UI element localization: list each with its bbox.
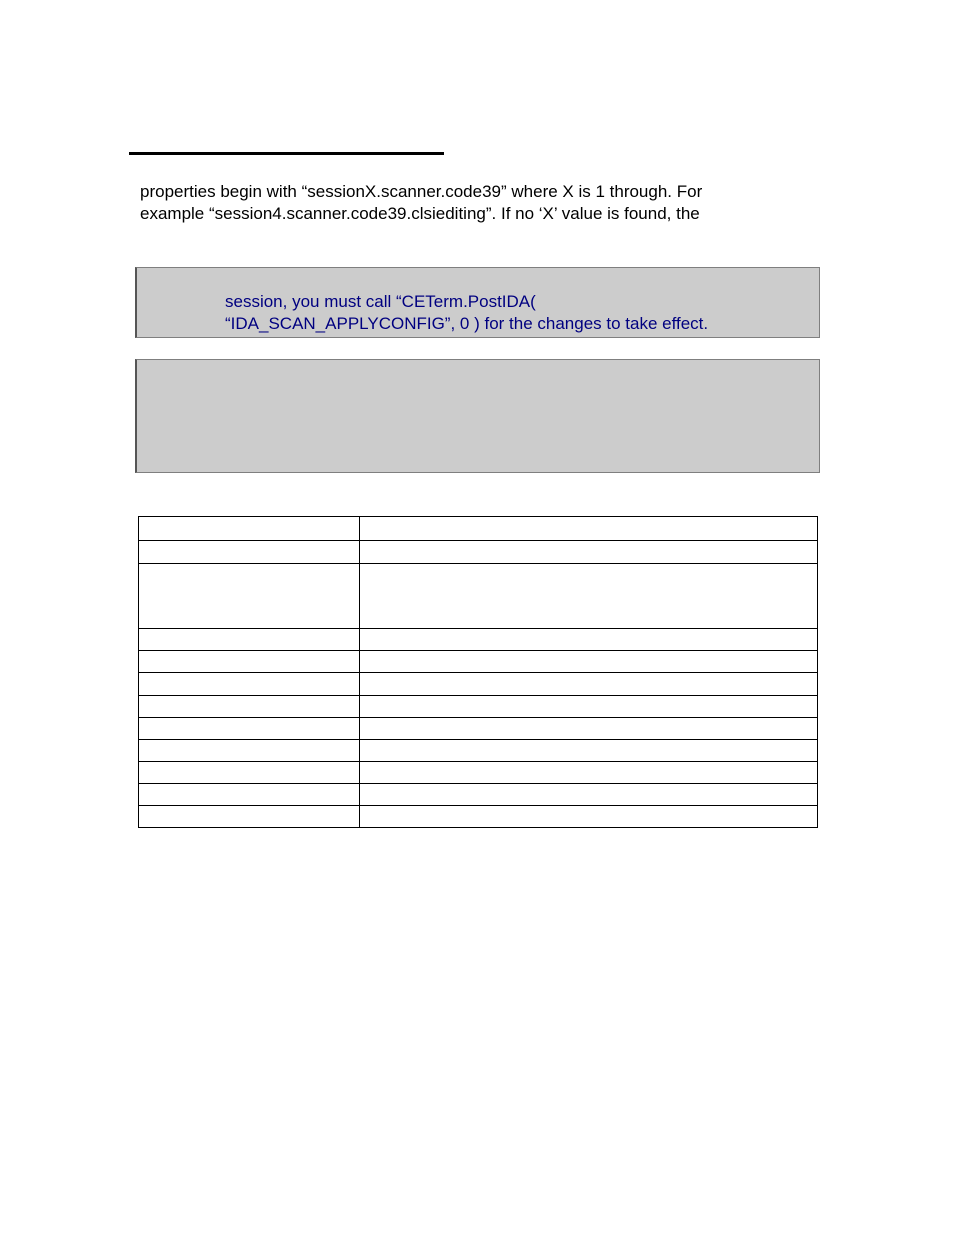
property-name-cell: [139, 740, 360, 762]
property-name-cell: [139, 718, 360, 740]
intro-line-1: properties begin with “sessionX.scanner.code39” where X is 1 through. For: [140, 182, 703, 201]
property-description-cell: [360, 629, 818, 651]
property-name-cell: [139, 762, 360, 784]
property-name-cell: [139, 806, 360, 828]
property-name-cell: [139, 541, 360, 564]
property-name-cell: [139, 696, 360, 718]
property-name-cell: [139, 784, 360, 806]
table-row: [139, 629, 818, 651]
apply-config-note-box: [135, 267, 820, 338]
table-row: [139, 541, 818, 564]
table-row: [139, 517, 818, 541]
empty-note-box: [135, 359, 820, 473]
properties-table: [138, 516, 818, 828]
property-description-cell: [360, 541, 818, 564]
property-name-cell: [139, 564, 360, 629]
table-row: [139, 696, 818, 718]
note-line-1: session, you must call “CETerm.PostIDA(: [225, 292, 536, 311]
property-name-cell: [139, 673, 360, 696]
property-description-cell: [360, 806, 818, 828]
intro-line-2: example “session4.scanner.code39.clsiediting”. If no ‘X’ value is found, the: [140, 203, 700, 223]
property-description-cell: [360, 673, 818, 696]
property-description-cell: [360, 718, 818, 740]
property-name-cell: [139, 517, 360, 541]
property-description-cell: [360, 784, 818, 806]
heading-underline: [129, 152, 444, 155]
note-line-2: “IDA_SCAN_APPLYCONFIG”, 0 ) for the changes to take effect.: [225, 314, 709, 333]
property-description-cell: [360, 564, 818, 629]
table-row: [139, 564, 818, 629]
table-row: [139, 673, 818, 696]
property-name-cell: [139, 651, 360, 673]
table-row: [139, 718, 818, 740]
table-row: [139, 651, 818, 673]
property-description-cell: [360, 696, 818, 718]
apply-config-note-text: [225, 291, 708, 335]
table-row: [139, 762, 818, 784]
property-description-cell: [360, 762, 818, 784]
property-description-cell: [360, 740, 818, 762]
property-name-cell: [139, 629, 360, 651]
table-row: [139, 740, 818, 762]
table-row: [139, 784, 818, 806]
table-row: [139, 806, 818, 828]
intro-paragraph: [140, 181, 820, 224]
property-description-cell: [360, 651, 818, 673]
property-description-cell: [360, 517, 818, 541]
